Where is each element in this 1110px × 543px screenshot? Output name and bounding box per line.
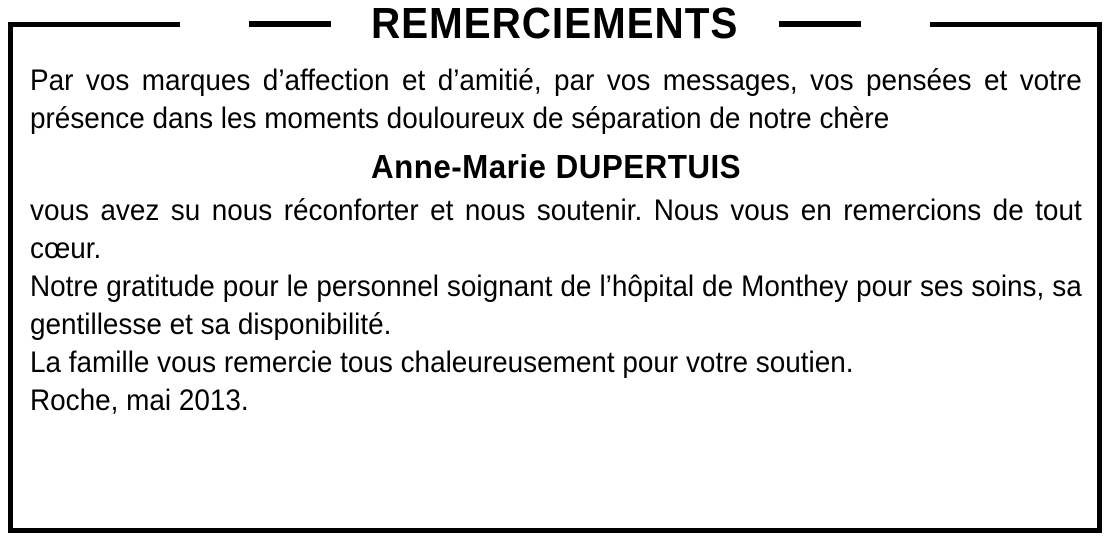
paragraph-family-thanks: La famille vous remercie tous chaleureusement pour votre soutien. [30,346,854,379]
paragraph-hospital-gratitude: Notre gratitude pour le personnel soignant de l’hôpital de Monthey pour ses soins, sa gentillesse et sa disponibilité. [30,270,1082,341]
notice-title: REMERCIEMENTS [362,1,748,47]
paragraph-opening: Par vos marques d’affection et d’amitié, par vos messages, vos pensées et votre présence dans les moments douloureux de séparation de notre chère [30,64,1082,135]
notice-title-row [0,0,1110,48]
title-rule-right-icon [779,21,861,27]
title-rule-left-icon [249,21,331,27]
place-and-date: Roche, mai 2013. [30,384,249,417]
deceased-name: Anne-Marie DUPERTUIS [370,148,742,185]
notice-body [30,62,1082,420]
paragraph-thanks: vous avez su nous réconforter et nous soutenir. Nous vous en remercions de tout cœur. [30,194,1082,265]
